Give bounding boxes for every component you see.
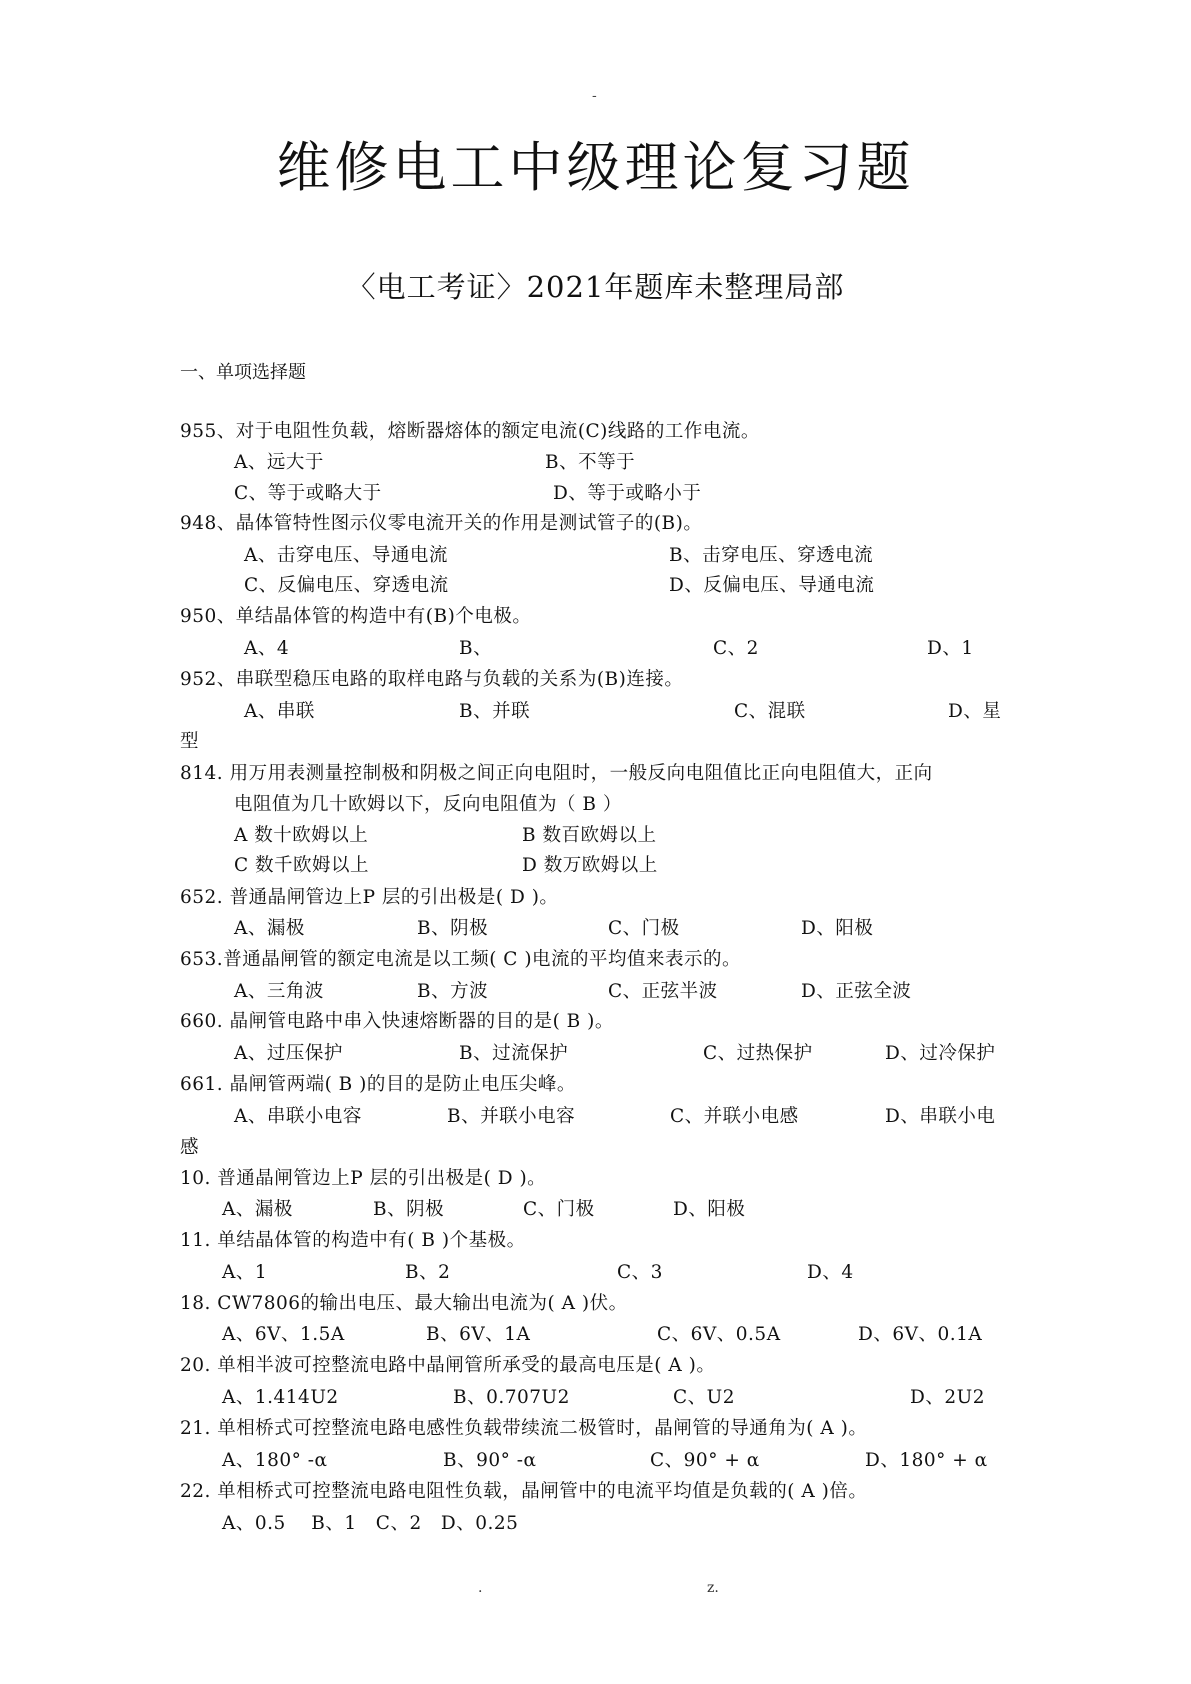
option: D、2U2 [910,1387,985,1408]
option: C、等于或略大于 [234,483,382,504]
option: A、串联小电容 [234,1106,362,1127]
question-stem: 952、串联型稳压电路的取样电路与负载的关系为(B)连接。 [180,669,684,690]
option: B、过流保护 [459,1043,569,1064]
section-heading: 一、单项选择题 [180,362,306,383]
footer-left: . [478,1580,483,1596]
question-stem: 948、晶体管特性图示仪零电流开关的作用是测试管子的(B)。 [180,513,703,534]
option: D、1 [927,638,974,659]
option: D、串联小电 [885,1106,996,1127]
option: A、串联 [244,701,315,722]
page-subtitle: 〈电工考证〉2021年题库未整理局部 [346,270,845,304]
option: B、阴极 [373,1199,445,1220]
option: C、正弦半波 [608,981,718,1002]
option: D、4 [807,1262,854,1283]
option: C、3 [617,1262,663,1283]
option: C、反偏电压、穿透电流 [244,575,449,596]
option: B、 [459,638,493,659]
option: A、击穿电压、导通电流 [244,545,448,566]
option: A 数十欧姆以上 [234,825,369,846]
option: A、1.414U2 [222,1387,339,1408]
option: B、6V、1A [426,1324,531,1345]
option-wrap: 感 [180,1137,200,1158]
option-group: A、0.5 B、1 C、2 D、0.25 [222,1513,519,1534]
option: C、并联小电感 [670,1106,799,1127]
option: A、漏极 [222,1199,293,1220]
option: D、180° + α [865,1450,988,1471]
option: A、6V、1.5A [222,1324,345,1345]
option: A、过压保护 [234,1043,343,1064]
option: C、6V、0.5A [657,1324,781,1345]
option: A、漏极 [234,918,305,939]
option: C、U2 [673,1387,736,1408]
option: A、远大于 [234,452,324,473]
question-stem: 22. 单相桥式可控整流电路电阻性负载，晶闸管中的电流平均值是负载的( A )倍。 [180,1481,868,1502]
option: B、阴极 [417,918,489,939]
option: A、4 [244,638,290,659]
question-stem: 661. 晶闸管两端( B )的目的是防止电压尖峰。 [180,1074,576,1095]
question-stem: 652. 普通晶闸管边上P 层的引出极是( D )。 [180,887,559,908]
question-stem: 18. CW7806的输出电压、最大输出电流为( A )伏。 [180,1293,628,1314]
option: D、6V、0.1A [858,1324,983,1345]
page-title: 维修电工中级理论复习题 [276,136,915,199]
question-stem: 653.普通晶闸管的额定电流是以工频( C )电流的平均值来表示的。 [180,949,742,970]
option-wrap: 型 [180,731,200,752]
option: A、三角波 [234,981,324,1002]
option: C、混联 [734,701,806,722]
option: B、并联小电容 [447,1106,576,1127]
question-stem: 11. 单结晶体管的构造中有( B )个基极。 [180,1230,526,1251]
option: C、门极 [608,918,680,939]
option: D、阳极 [673,1199,746,1220]
option: B、并联 [459,701,531,722]
option: A、1 [222,1262,268,1283]
option: D 数万欧姆以上 [522,855,658,876]
option: D、等于或略小于 [553,483,702,504]
option: B、2 [405,1262,451,1283]
question-stem: 955、对于电阻性负载，熔断器熔体的额定电流(C)线路的工作电流。 [180,421,760,442]
option: C、门极 [523,1199,595,1220]
question-stem: 20. 单相半波可控整流电路中晶闸管所承受的最高电压是( A )。 [180,1355,716,1376]
question-stem-continued: 电阻值为几十欧姆以下，反向电阻值为（ B ） [234,794,622,815]
option: C、90° + α [650,1450,760,1471]
footer-right: z. [707,1580,719,1596]
option: C 数千欧姆以上 [234,855,370,876]
question-stem: 950、单结晶体管的构造中有(B)个电极。 [180,606,532,627]
option: D、反偏电压、导通电流 [669,575,875,596]
option: B 数百欧姆以上 [522,825,657,846]
option: D、阳极 [801,918,874,939]
option: B、0.707U2 [453,1387,570,1408]
option: B、击穿电压、穿透电流 [669,545,874,566]
option: D、过冷保护 [885,1043,996,1064]
option: D、星 [948,701,1002,722]
option: B、90° -α [443,1450,537,1471]
question-stem: 660. 晶闸管电路中串入快速熔断器的目的是( B )。 [180,1011,614,1032]
question-stem: 21. 单相桥式可控整流电路电感性负载带续流二极管时，晶闸管的导通角为( A )。 [180,1418,868,1439]
option: C、过热保护 [703,1043,813,1064]
option: A、180° -α [222,1450,328,1471]
question-stem: 814. 用万用表测量控制极和阴极之间正向电阻时，一般反向电阻值比正向电阻值大，正向 [180,763,933,784]
option: D、正弦全波 [801,981,912,1002]
option: B、不等于 [545,452,636,473]
question-stem: 10. 普通晶闸管边上P 层的引出极是( D )。 [180,1168,547,1189]
header-mark: - [592,88,597,104]
option: B、方波 [417,981,489,1002]
option: C、2 [713,638,759,659]
